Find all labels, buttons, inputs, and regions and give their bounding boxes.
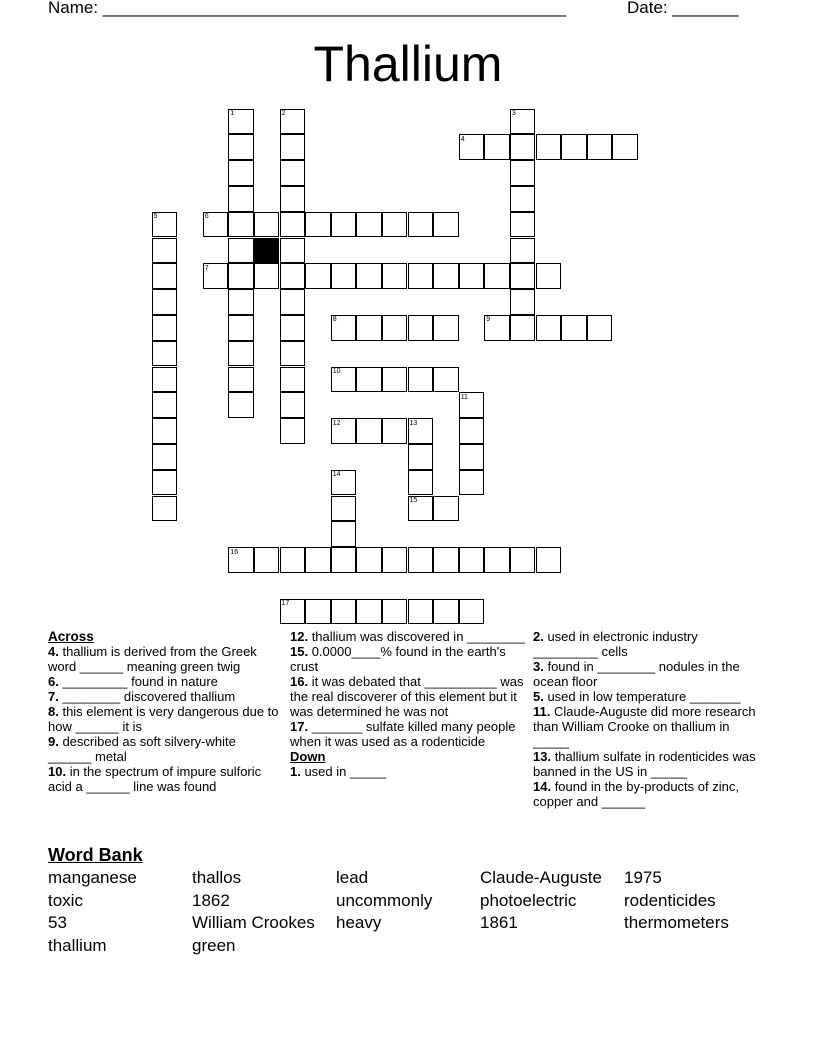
clue-item-number: 10.: [48, 764, 67, 779]
crossword-cell[interactable]: [484, 134, 510, 160]
crossword-cell[interactable]: [305, 547, 331, 573]
crossword-cell[interactable]: [459, 263, 485, 289]
crossword-cell[interactable]: [331, 212, 357, 238]
crossword-cell[interactable]: [536, 263, 562, 289]
crossword-cell[interactable]: [561, 134, 587, 160]
clue-item: [48, 734, 280, 764]
clue-item: [290, 629, 528, 644]
crossword-cell[interactable]: [356, 263, 382, 289]
clue-item-number: 14.: [533, 779, 552, 794]
crossword-cell[interactable]: [228, 160, 254, 186]
clue-number-label: 7: [204, 264, 209, 272]
clue-number-label: 12: [332, 419, 341, 427]
clue-number-label: 10: [332, 368, 341, 375]
crossword-cell[interactable]: [228, 186, 254, 212]
crossword-cell[interactable]: [510, 315, 536, 341]
crossword-cell[interactable]: [254, 263, 280, 289]
clue-item-number: 8.: [48, 704, 59, 719]
crossword-cell[interactable]: [382, 263, 408, 289]
crossword-cell[interactable]: [254, 547, 280, 573]
clue-item-text: used in _____: [300, 764, 387, 779]
clue-item-number: 11.: [533, 704, 551, 719]
clue-number-label: 17: [281, 600, 290, 608]
crossword-cell[interactable]: [356, 367, 382, 393]
crossword-cell[interactable]: [459, 599, 485, 625]
crossword-cell[interactable]: [152, 367, 178, 393]
clue-item: [290, 764, 528, 779]
crossword-cell[interactable]: [228, 263, 254, 289]
crossword-cell[interactable]: [280, 289, 306, 315]
clue-number-label: 1: [230, 110, 235, 117]
crossword-cell[interactable]: [382, 212, 408, 238]
clue-item: [48, 674, 280, 689]
crossword-cell[interactable]: [152, 289, 178, 315]
clue-item-text: ________ discovered thallium: [58, 689, 236, 704]
crossword-cell[interactable]: [433, 263, 459, 289]
clue-number-label: 8: [332, 316, 337, 324]
crossword-cell[interactable]: [536, 547, 562, 573]
clue-item-text: _______ sulfate killed many people when it was used as a rodenticide: [290, 719, 516, 749]
crossword-cell[interactable]: [510, 160, 536, 186]
crossword-cell[interactable]: [280, 134, 306, 160]
crossword-cell[interactable]: [331, 599, 357, 625]
clue-number-label: 11: [460, 393, 468, 401]
crossword-cell[interactable]: [459, 470, 485, 496]
word-bank-word: 53: [48, 913, 67, 933]
clue-item-number: 15.: [290, 644, 309, 659]
page-title: Thallium: [313, 36, 503, 92]
crossword-cell[interactable]: [561, 315, 587, 341]
crossword-cell[interactable]: [280, 341, 306, 367]
clue-item-number: 16.: [290, 674, 309, 689]
crossword-cell[interactable]: [228, 315, 254, 341]
crossword-cell[interactable]: [356, 599, 382, 625]
crossword-cell[interactable]: [510, 186, 536, 212]
clue-item-number: 1.: [290, 764, 301, 779]
crossword-cell[interactable]: [152, 444, 178, 470]
crossword-cell[interactable]: [408, 444, 434, 470]
clue-item-number: 2.: [533, 629, 544, 644]
word-bank-word: heavy: [336, 913, 382, 933]
crossword-cell[interactable]: [152, 238, 178, 264]
clue-number-label: 5: [153, 213, 158, 221]
clue-item-text: thallium sulfate in rodenticides was banned in the US in _____: [533, 749, 756, 779]
crossword-cell[interactable]: [228, 392, 254, 418]
clue-item-text: used in low temperature _______: [543, 689, 741, 704]
crossword-cell[interactable]: [356, 547, 382, 573]
crossword-cell[interactable]: [228, 367, 254, 393]
crossword-cell[interactable]: [331, 547, 357, 573]
crossword-cell[interactable]: [433, 496, 459, 522]
word-bank-word: photoelectric: [480, 890, 577, 910]
crossword-cell[interactable]: [280, 392, 306, 418]
clue-item: [533, 779, 761, 809]
word-bank-word: Claude-Auguste: [480, 868, 602, 887]
clue-item: [48, 644, 280, 674]
clue-item-number: 3.: [533, 659, 544, 674]
crossword-cell[interactable]: [280, 238, 306, 264]
clue-item-text: this element is very dangerous due to how ______ it is: [48, 704, 279, 734]
clue-number-label: 4: [460, 135, 465, 143]
clue-item-number: 17.: [290, 719, 309, 734]
crossword-cell[interactable]: [459, 418, 485, 444]
crossword-cell[interactable]: [280, 547, 306, 573]
crossword-cell[interactable]: [382, 367, 408, 393]
clue-number-label: 13: [409, 419, 418, 427]
crossword-cell[interactable]: [459, 444, 485, 470]
clue-item-text: 0.0000____% found in the earth's crust: [290, 644, 506, 674]
crossword-cell[interactable]: [510, 289, 536, 315]
clue-number-label: 14: [332, 471, 341, 479]
crossword-cell[interactable]: [408, 547, 434, 573]
crossword-cell[interactable]: [408, 470, 434, 496]
crossword-cell[interactable]: [152, 341, 178, 367]
word-bank-word: thermometers: [624, 913, 729, 933]
word-bank-word: 1861: [480, 913, 518, 933]
word-bank-word: 1862: [192, 890, 230, 910]
name-field-label: Name: _________________________________________________: [48, 0, 567, 17]
clue-item: [533, 704, 761, 749]
clue-number-label: 6: [204, 213, 209, 221]
crossword-cell[interactable]: [280, 315, 306, 341]
clues-column-middle: [290, 629, 528, 779]
clue-item: [48, 689, 280, 704]
clue-number-label: 16: [230, 548, 239, 556]
crossword-cell[interactable]: [433, 547, 459, 573]
crossword-cell[interactable]: [510, 263, 536, 289]
clue-item-text: it was debated that __________ was the real discoverer of this element but it was determined he was not: [290, 674, 524, 719]
word-bank-word: 1975: [624, 868, 662, 887]
clue-item-text: in the spectrum of impure sulforic acid a ______ line was found: [48, 764, 262, 794]
crossword-cell[interactable]: [280, 418, 306, 444]
word-bank-word: lead: [336, 868, 369, 887]
crossword-cell[interactable]: [152, 496, 178, 522]
word-bank-word: thallos: [192, 868, 242, 887]
clues-column-right: [533, 629, 761, 809]
crossword-cell[interactable]: [484, 263, 510, 289]
crossword-cell[interactable]: [382, 547, 408, 573]
clue-item: [48, 704, 280, 734]
word-bank-word: manganese: [48, 868, 137, 887]
clue-item-text: found in the by-products of zinc, copper and ______: [533, 779, 739, 809]
clue-number-label: 9: [486, 316, 491, 324]
crossword-cell[interactable]: [280, 367, 306, 393]
clue-item-text: _________ found in nature: [58, 674, 218, 689]
crossword-cell[interactable]: [536, 134, 562, 160]
crossword-cell[interactable]: [612, 134, 638, 160]
crossword-cell[interactable]: [152, 315, 178, 341]
clue-number-label: 3: [511, 110, 516, 117]
crossword-black-cell: [254, 238, 280, 264]
crossword-cell[interactable]: [152, 418, 178, 444]
crossword-cell[interactable]: [510, 212, 536, 238]
clue-number-label: 15: [409, 497, 418, 504]
crossword-cell[interactable]: [510, 547, 536, 573]
word-bank-word: uncommonly: [336, 890, 433, 910]
crossword-cell[interactable]: [356, 418, 382, 444]
crossword-cell[interactable]: [433, 315, 459, 341]
word-bank-word: rodenticides: [624, 890, 716, 910]
crossword-cell[interactable]: [382, 418, 408, 444]
crossword-cell[interactable]: [408, 315, 434, 341]
crossword-cell[interactable]: [356, 315, 382, 341]
clue-item-text: described as soft silvery-white ______ metal: [48, 734, 236, 764]
crossword-cell[interactable]: [587, 134, 613, 160]
crossword-cell[interactable]: [305, 263, 331, 289]
word-bank-word: thallium: [48, 935, 107, 955]
crossword-cell[interactable]: [228, 289, 254, 315]
clue-item-number: 13.: [533, 749, 552, 764]
down-heading: Down: [290, 749, 326, 764]
crossword-cell[interactable]: [356, 212, 382, 238]
clue-item-text: Claude-Auguste did more research than William Crooke on thallium in _____: [533, 704, 756, 749]
crossword-cell[interactable]: [228, 134, 254, 160]
crossword-cell[interactable]: [510, 238, 536, 264]
date-field-label: Date: _______: [627, 0, 739, 17]
crossword-cell[interactable]: [305, 212, 331, 238]
word-bank-title: Word Bank: [48, 845, 143, 865]
crossword-cell[interactable]: [382, 599, 408, 625]
crossword-cell[interactable]: [331, 521, 357, 547]
clue-item-number: 9.: [48, 734, 59, 749]
crossword-cell[interactable]: [459, 547, 485, 573]
crossword-cell[interactable]: [280, 160, 306, 186]
crossword-cell[interactable]: [536, 315, 562, 341]
crossword-cell[interactable]: [331, 496, 357, 522]
crossword-cell[interactable]: [408, 263, 434, 289]
clue-item: [290, 719, 528, 749]
clue-item: [290, 674, 528, 719]
crossword-cell[interactable]: [228, 238, 254, 264]
crossword-cell[interactable]: [152, 392, 178, 418]
clue-item: [533, 689, 761, 704]
across-heading: Across: [48, 629, 94, 644]
crossword-cell[interactable]: [433, 212, 459, 238]
crossword-cell[interactable]: [228, 212, 254, 238]
crossword-cell[interactable]: [331, 263, 357, 289]
crossword-cell[interactable]: [587, 315, 613, 341]
clue-item: [48, 764, 280, 794]
clue-item-text: used in electronic industry _________ cells: [533, 629, 698, 659]
crossword-cell[interactable]: [280, 263, 306, 289]
clue-item: [533, 659, 761, 689]
word-bank-word: toxic: [48, 890, 83, 910]
word-bank-word: green: [192, 935, 236, 955]
clues-column-across: [48, 629, 280, 794]
clue-item-number: 4.: [48, 644, 59, 659]
clue-item-text: thallium is derived from the Greek word ______ meaning green twig: [48, 644, 257, 674]
clue-item-text: thallium was discovered in ________: [308, 629, 525, 644]
crossword-cell[interactable]: [510, 134, 536, 160]
crossword-cell[interactable]: [280, 186, 306, 212]
crossword-cell[interactable]: [280, 212, 306, 238]
crossword-cell[interactable]: [228, 341, 254, 367]
crossword-cell[interactable]: [382, 315, 408, 341]
clue-item-number: 5.: [533, 689, 544, 704]
crossword-cell[interactable]: [408, 599, 434, 625]
clue-item-number: 7.: [48, 689, 59, 704]
crossword-cell[interactable]: [152, 470, 178, 496]
word-bank-word: William Crookes: [192, 913, 315, 933]
crossword-cell[interactable]: [433, 599, 459, 625]
crossword-cell[interactable]: [484, 547, 510, 573]
clue-item: [533, 749, 761, 779]
clue-item-number: 12.: [290, 629, 309, 644]
crossword-cell[interactable]: [433, 367, 459, 393]
crossword-cell[interactable]: [305, 599, 331, 625]
clue-item-number: 6.: [48, 674, 59, 689]
clue-number-label: 2: [281, 110, 286, 117]
crossword-cell[interactable]: [254, 212, 280, 238]
crossword-cell[interactable]: [408, 367, 434, 393]
crossword-cell[interactable]: [408, 212, 434, 238]
clue-item: [533, 629, 761, 659]
clue-item-text: found in ________ nodules in the ocean floor: [533, 659, 740, 689]
crossword-cell[interactable]: [152, 263, 178, 289]
clue-item: [290, 644, 528, 674]
